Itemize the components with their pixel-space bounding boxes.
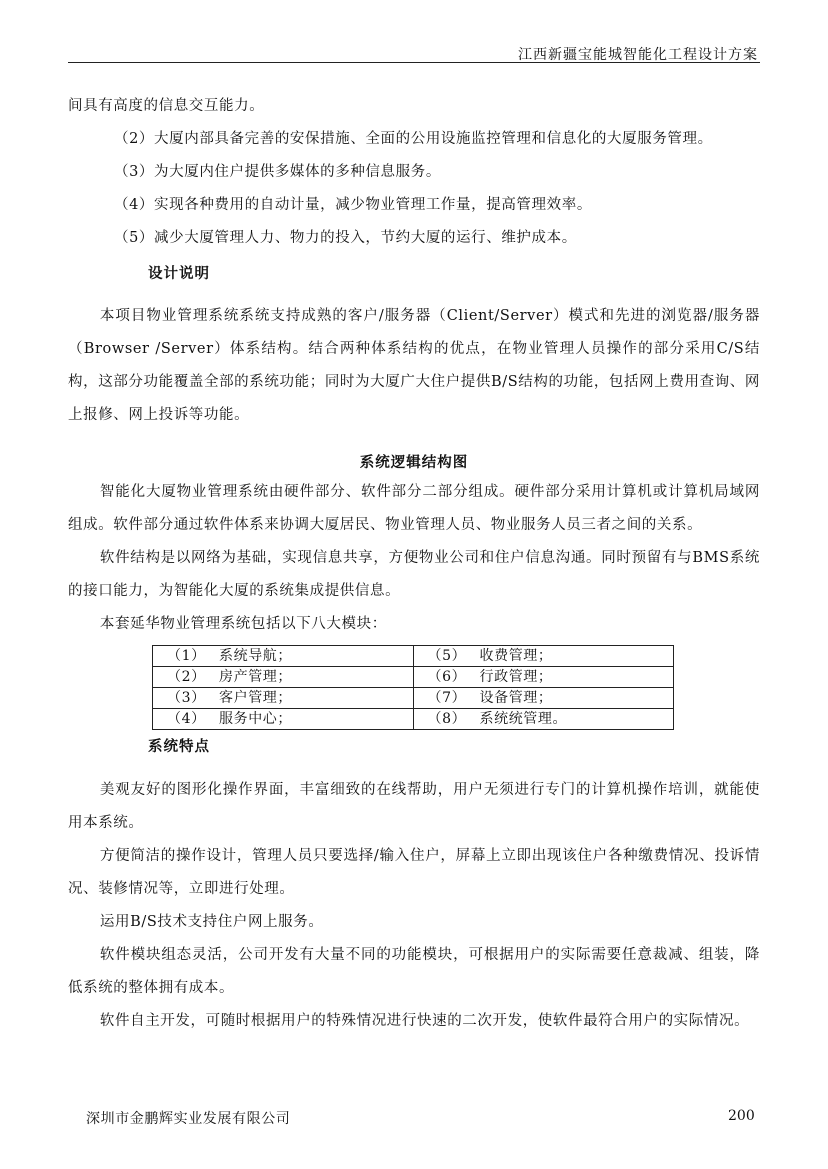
table-cell <box>153 709 414 730</box>
section-heading-design: 设计说明 <box>148 265 210 282</box>
table-cell <box>153 646 414 667</box>
module-name: 客户管理； <box>219 690 292 706</box>
page-content <box>68 90 760 1038</box>
table-row <box>153 667 674 688</box>
section-heading-features: 系统特点 <box>148 738 210 755</box>
footer-company: 深圳市金鹏辉实业发展有限公司 <box>86 1111 291 1127</box>
table-cell <box>413 709 674 730</box>
features-paragraph: 软件自主开发，可随时根据用户的特殊情况进行快速的二次开发，使软件最符合用户的实际情况。 <box>99 1013 750 1029</box>
module-name: 服务中心； <box>219 711 292 727</box>
page-number: 200 <box>728 1108 755 1124</box>
table-cell <box>413 688 674 709</box>
module-name: 设备管理； <box>479 690 553 706</box>
logic-paragraph: 本套延华物业管理系统包括以下八大模块： <box>99 616 387 632</box>
module-number: （7） <box>427 690 467 706</box>
modules-table <box>152 645 674 730</box>
module-name: 收费管理； <box>479 648 553 664</box>
logic-paragraph: 智能化大厦物业管理系统由硬件部分、软件部分二部分组成。硬件部分采用计算机或计算机局域网组成。软件部分通过软件体系来协调大厦居民、物业管理人员、物业服务人员三者之间的关系。 <box>68 484 760 533</box>
table-cell <box>413 667 674 688</box>
section-heading-logic: 系统逻辑结构图 <box>359 454 469 471</box>
module-name: 行政管理； <box>479 669 553 685</box>
list-item: （4）实现各种费用的自动计量，减少物业管理工作量，提高管理效率。 <box>114 197 592 213</box>
module-name: 系统统管理。 <box>479 711 568 727</box>
list-item: （2）大厦内部具备完善的安保措施、全面的公用设施监控管理和信息化的大厦服务管理。 <box>114 131 713 147</box>
design-paragraph: 本项目物业管理系统系统支持成熟的客户/服务器（Client/Server）模式和先进的浏览器/服务器（Browser /Server）体系结构。结合两种体系结构的优点，在物业管理人员操作的部分采用C/S结构，这部分功能覆盖全部的系统功能；同时为大厦广大住户提供B/S结构的功能，包括网上费用查询、网上报修、网上投诉等功能。 <box>68 308 760 423</box>
header-rule <box>68 62 760 63</box>
module-name: 房产管理； <box>219 669 292 685</box>
module-number: （3） <box>167 690 206 706</box>
table-cell <box>153 667 414 688</box>
logic-paragraph: 软件结构是以网络为基础，实现信息共享，方便物业公司和住户信息沟通。同时预留有与BMS系统的接口能力，为智能化大厦的系统集成提供信息。 <box>68 550 760 599</box>
features-paragraph: 方便简洁的操作设计，管理人员只要选择/输入住户，屏幕上立即出现该住户各种缴费情况、投诉情况、装修情况等，立即进行处理。 <box>68 848 760 897</box>
document-title: 江西新疆宝能城智能化工程设计方案 <box>518 47 758 63</box>
module-number: （8） <box>427 711 467 727</box>
table-row <box>153 688 674 709</box>
table-cell <box>413 646 674 667</box>
list-item: （3）为大厦内住户提供多媒体的多种信息服务。 <box>114 164 441 180</box>
features-paragraph: 运用B/S技术支持住户网上服务。 <box>99 914 324 930</box>
list-item: （5）减少大厦管理人力、物力的投入，节约大厦的运行、维护成本。 <box>114 230 577 246</box>
module-name: 系统导航； <box>219 648 292 664</box>
table-cell <box>153 688 414 709</box>
features-paragraph: 美观友好的图形化操作界面，丰富细致的在线帮助，用户无须进行专门的计算机操作培训，就能使用本系统。 <box>68 782 760 831</box>
module-number: （2） <box>167 669 206 685</box>
module-number: （4） <box>167 711 206 727</box>
table-row <box>153 709 674 730</box>
module-number: （5） <box>427 648 467 664</box>
continuation-text: 间具有高度的信息交互能力。 <box>68 98 265 114</box>
module-number: （1） <box>167 648 206 664</box>
module-number: （6） <box>427 669 467 685</box>
features-paragraph: 软件模块组态灵活，公司开发有大量不同的功能模块，可根据用户的实际需要任意裁减、组装，降低系统的整体拥有成本。 <box>68 947 760 996</box>
table-row <box>153 646 674 667</box>
